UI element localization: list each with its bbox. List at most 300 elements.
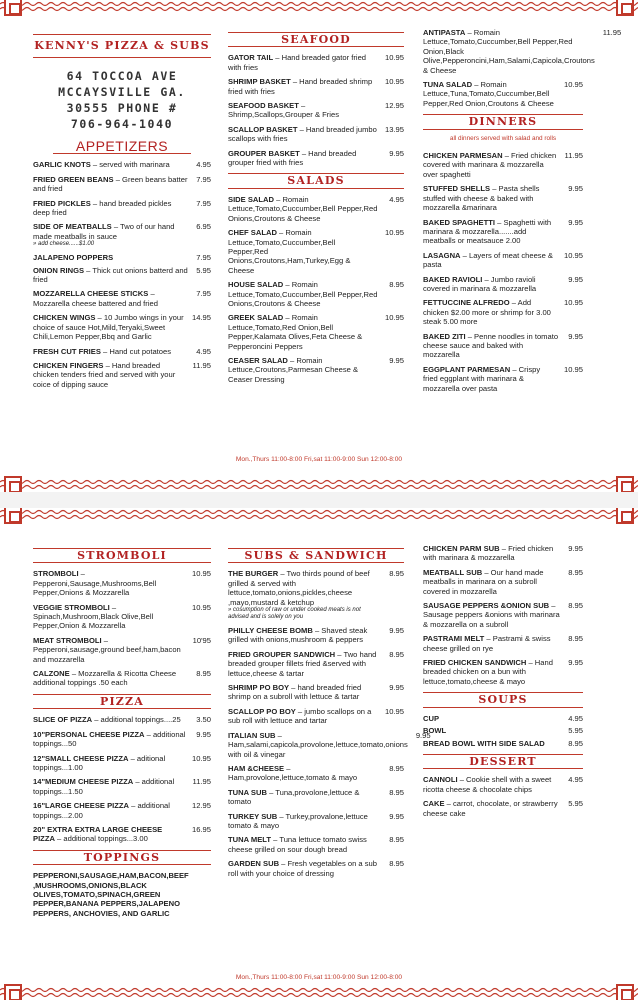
menu-item-price: 10.95 — [384, 706, 404, 716]
menu-item-text — [228, 356, 389, 384]
menu-item — [423, 775, 583, 794]
menu-item-name: FRIED PICKLES — [33, 198, 91, 208]
menu-item-text — [33, 199, 196, 218]
menu-item-name: PHILLY CHEESE BOMB — [228, 626, 313, 636]
menu-item-description: – Pastrami & swiss cheese grilled on rye — [423, 634, 551, 653]
menu-item-price: 4.95 — [196, 346, 211, 356]
menu-item-price: 4.95 — [389, 194, 404, 204]
menu-item-name: 14"MEDIUM CHEESE PIZZA — [33, 777, 134, 787]
menu-item — [228, 228, 404, 275]
menu-item-price: 10.95 — [384, 228, 404, 238]
menu-item-description: – Crispy fried eggplant with marinara & mozzarella over pasta — [423, 364, 541, 393]
menu-item-text — [423, 775, 568, 794]
menu-item-price: 9.95 — [389, 148, 404, 158]
menu-item-description: – Hand breaded chicken tenders fried and served with your coice of dipping sauce — [33, 360, 176, 389]
menu-item-name: JALAPENO POPPERS — [33, 253, 114, 263]
menu-item-text — [423, 184, 568, 212]
menu-item — [423, 332, 583, 360]
restaurant-address — [33, 68, 211, 132]
menu-item-name: BAKED SPAGHETTI — [423, 217, 496, 227]
menu-item-description: – Romain Lettuce,Tomato,Cuccumber,Bell Pepper,Red Onions,Croutons & Cheese — [228, 280, 378, 308]
wave-border-bottom — [0, 478, 638, 492]
menu-item-description: – Spaghetti with marinara & mozzarella.......add meatballs or meatsauce 2.00 — [423, 217, 552, 246]
menu-item-name: 16"LARGE CHEESE PIZZA — [33, 801, 130, 811]
menu-item-description: – Pasta shells stuffed with cheese & baked with mozzarella &marinara — [423, 184, 540, 213]
seafood-list — [228, 53, 404, 167]
section-title-appetizers: APPETIZERS — [33, 140, 211, 156]
menu-item-name: CHICKEN PARMESAN — [423, 151, 503, 161]
menu-item-description: – Mozzarella cheese battered and fried — [33, 289, 158, 308]
menu-item-price: 10.95 — [384, 313, 404, 323]
menu-item — [33, 160, 211, 169]
menu-item-description: – jumbo scallops on a sub roll with lettuce and tartar — [228, 706, 372, 726]
menu-item-text — [423, 714, 568, 723]
menu-item-description: – Pepperoni,sausage,ground beef,ham,bacon and mozzarella — [33, 635, 181, 664]
menu-item-price: 8.95 — [389, 649, 404, 659]
menu-item-text — [228, 859, 389, 878]
menu-item-price: 10.95 — [191, 753, 211, 763]
wave-border-top — [0, 508, 638, 522]
menu-item-text — [228, 650, 389, 678]
menu-item-price: 5.95 — [568, 726, 583, 736]
menu-item-name: GATOR TAIL — [228, 53, 274, 63]
middle-column — [228, 26, 404, 389]
menu-item — [228, 788, 404, 807]
menu-item-text — [228, 53, 385, 72]
menu-item-text — [423, 218, 568, 246]
salads-list — [228, 195, 404, 384]
menu-item-text — [228, 569, 389, 621]
menu-item — [33, 603, 211, 631]
menu-item-description: – additional toppings...3.00 — [54, 834, 148, 844]
menu-item-text — [33, 636, 193, 664]
menu-item-text — [228, 812, 389, 831]
right-column — [423, 544, 583, 823]
menu-item — [33, 777, 211, 796]
menu-item — [228, 707, 404, 726]
menu-item-text — [423, 634, 568, 653]
menu-item-description: – Ham,salami,capicola,provolone,lettuce,tomato,onions with oil & vinegar — [228, 730, 408, 759]
menu-item-description: – aditional toppings...1.00 — [33, 753, 166, 772]
menu-item-name: VEGGIE STROMBOLI — [33, 602, 110, 612]
menu-item-description: – Pepperoni,Sausage,Mushrooms,Bell Pepper,Onions & Mozzarella — [33, 569, 157, 598]
menu-item — [33, 313, 211, 341]
menu-item-text — [33, 603, 192, 631]
menu-item-name: SEAFOOD BASKET — [228, 101, 299, 111]
menu-item-description: – Romain Lettuce,Tomato,Cuccumber,Bell Pepper,Red Onions,Croutons & Cheese — [228, 194, 378, 223]
menu-item-description: – served with marinara — [90, 160, 170, 170]
menu-item-text — [33, 266, 196, 285]
menu-item — [33, 175, 211, 194]
menu-item-price: 11.95 — [192, 777, 211, 787]
menu-item-description: – Spinach,Mushroom,Black Olive,Bell Pepper,Onion & Mozzarella — [33, 602, 154, 631]
left-column — [33, 26, 211, 394]
menu-item-name: CUP — [423, 713, 440, 723]
menu-item — [33, 825, 211, 844]
menu-item-price: 9.95 — [568, 658, 583, 668]
menu-item-price: 10.95 — [384, 77, 404, 87]
pizza-list — [33, 715, 211, 843]
menu-item-text — [423, 544, 568, 563]
menu-item-name: ONION RINGS — [33, 265, 85, 275]
section-title-salads: SALADS — [228, 173, 404, 188]
menu-item-text — [228, 195, 389, 223]
menu-item — [228, 835, 404, 854]
menu-item-description: – carrot, chocolate, or strawberry cheese cake — [423, 799, 558, 818]
menu-item — [228, 812, 404, 831]
menu-item-description: – Cookie shell with a sweet ricotta cheese & chocolate chips — [423, 775, 552, 794]
menu-item-description: – Shrimp,Scallops,Grouper & Fries — [228, 101, 339, 120]
corner-ornament — [616, 984, 634, 1000]
menu-item-price: 9.95 — [568, 184, 583, 194]
menu-item-text — [33, 160, 196, 169]
menu-item-price: 13.95 — [384, 124, 404, 134]
appetizers-list — [33, 160, 211, 389]
menu-item-text — [423, 298, 564, 326]
menu-item-price: 4.95 — [568, 713, 583, 723]
menu-item-text — [423, 28, 603, 75]
menu-item-name: STROMBOLI — [33, 569, 79, 579]
menu-item-description: – Romain Lettuce,Croutons,Parmesan Cheese & Ceaser Dressing — [228, 355, 359, 384]
menu-item-name: CEASER SALAD — [228, 355, 288, 365]
menu-item-note: » cosumption of raw or under cooked meats is not advised and is solely on you — [228, 607, 361, 621]
opening-hours: Mon.,Thurs 11:00-8:00 Fri,sat 11:00-9:00 Sun 12:00-8:00 — [235, 974, 403, 981]
menu-item-name: SCALLOP PO BOY — [228, 706, 296, 716]
menu-item-text — [33, 777, 193, 796]
menu-item-description: – Green beans batter and fried — [33, 174, 188, 194]
menu-item-description: – Shaved steak grilled with onions,mushroom & peppers — [228, 626, 368, 645]
menu-item-name: BREAD BOWL WITH SIDE SALAD — [423, 738, 545, 748]
menu-item-price: 10.95 — [563, 80, 583, 90]
menu-item-name: BAKED ZITI — [423, 331, 466, 341]
menu-item-text — [33, 669, 196, 688]
menu-item-name: CALZONE — [33, 669, 70, 679]
menu-item — [33, 754, 211, 773]
menu-item-name: SCALLOP BASKET — [228, 124, 298, 134]
menu-item-text — [423, 601, 568, 629]
menu-item — [33, 199, 211, 218]
dinners-list — [423, 151, 583, 393]
menu-item-description: – Sausage peppers &onions with marinara & mozzarella on a subroll — [423, 601, 560, 629]
menu-item-price: 9.95 — [196, 729, 211, 739]
menu-item-text — [228, 683, 389, 702]
menu-item — [228, 125, 404, 144]
menu-item-name: SLICE OF PIZZA — [33, 715, 93, 725]
menu-item-price: 9.95 — [568, 331, 583, 341]
menu-item-text — [423, 80, 564, 108]
menu-item-name: BAKED RAVIOLI — [423, 274, 483, 284]
menu-item-price: 8.95 — [389, 859, 404, 869]
menu-item-text — [228, 764, 389, 783]
menu-item-description: – Mozzarella & Ricotta Cheese additional toppings .50 each — [33, 669, 177, 688]
menu-item-note: » add cheese......$1.00 — [33, 241, 95, 248]
menu-item-price: 8.95 — [568, 567, 583, 577]
menu-item-price: 4.95 — [196, 160, 211, 170]
menu-item — [423, 634, 583, 653]
section-title-pizza: PIZZA — [33, 694, 211, 709]
menu-item-description: – Hand breaded chicken on a bun with lettuce,tomato,cheese & mayo — [423, 658, 553, 686]
menu-item-price: 12.95 — [191, 801, 211, 811]
menu-item-price: 6.95 — [196, 222, 211, 232]
section-title-stromboli: STROMBOLI — [33, 548, 211, 563]
menu-item-text — [228, 101, 385, 120]
menu-item-name: CANNOLI — [423, 775, 458, 785]
brand-box — [33, 34, 211, 58]
menu-item — [228, 764, 404, 783]
menu-item-price: 7.95 — [196, 198, 211, 208]
opening-hours: Mon.,Thurs 11:00-8:00 Fri,sat 11:00-9:00 Sun 12:00-8:00 — [235, 456, 403, 463]
menu-item — [33, 222, 211, 248]
menu-item-description: – additional toppings....25 — [92, 715, 181, 725]
menu-item-name: TUNA MELT — [228, 835, 272, 845]
menu-item-price: 10'95 — [192, 635, 211, 645]
menu-item — [33, 569, 211, 597]
menu-item — [228, 149, 404, 168]
menu-item-price: 10.95 — [563, 364, 583, 374]
restaurant-name: KENNY'S PIZZA & SUBS — [34, 39, 210, 52]
menu-item-text — [33, 175, 196, 194]
menu-item — [33, 801, 211, 820]
menu-item-text — [33, 825, 192, 844]
menu-item-description: – Two of our hand made meatballs in sauce — [33, 222, 175, 241]
menu-item-text — [228, 228, 385, 275]
menu-item-description: – Romain Lettuce,Tomato,Red Onion,Bell Pepper,Kalamata Olives,Feta Cheese & Pepperoncini Peppers — [228, 313, 363, 351]
menu-item-description: – Add chicken $2.00 more or shrimp for 3.00 steak 5.00 more — [423, 298, 551, 327]
menu-item — [33, 669, 211, 688]
menu-item-description: – additional toppings...2.00 — [33, 801, 170, 820]
menu-item — [228, 53, 404, 72]
menu-item — [423, 218, 583, 246]
corner-ornament — [4, 508, 22, 524]
menu-item-name: 12"SMALL CHEESE PIZZA — [33, 753, 129, 763]
section-title-seafood: SEAFOOD — [228, 32, 404, 47]
corner-ornament — [616, 508, 634, 524]
menu-item-price: 10.95 — [563, 250, 583, 260]
menu-item-text — [228, 788, 389, 807]
menu-item — [33, 636, 211, 664]
menu-item-text — [33, 801, 192, 820]
corner-ornament — [4, 476, 22, 492]
menu-item — [228, 77, 404, 96]
menu-item — [423, 544, 583, 563]
menu-item-name: FRESH CUT FRIES — [33, 346, 101, 356]
menu-item-price: 11.95 — [564, 151, 583, 161]
menu-item-price: 8.95 — [389, 787, 404, 797]
menu-item — [228, 569, 404, 621]
menu-item-price: 7.95 — [196, 174, 211, 184]
menu-item-name: FRIED GREEN BEANS — [33, 174, 114, 184]
toppings-text: PEPPERONI,SAUSAGE,HAM,BACON,BEEF ,MUSHROOMS,ONIONS,BLACK OLIVES,TOMATO,SPINACH,GREEN PEPPER,BANANA PEPPERS,JALAPENO PEPPERS, ANCHOVIES, AND GARLIC — [33, 871, 189, 918]
menu-item-name: 10"PERSONAL CHEESE PIZZA — [33, 729, 145, 739]
wave-border-top — [0, 0, 638, 14]
menu-item-text — [423, 658, 568, 686]
menu-item-name: FRIED CHICKEN SANDWICH — [423, 658, 527, 668]
menu-item-price: 9.95 — [389, 811, 404, 821]
menu-item-text — [228, 125, 385, 144]
menu-item-description: – Tuna lettuce tomato swiss cheese grilled on sour dough bread — [228, 835, 367, 854]
menu-item-price: 8.95 — [196, 669, 211, 679]
menu-item — [423, 601, 583, 629]
menu-item-name: CAKE — [423, 799, 445, 809]
menu-item-description: – Jumbo ravioli covered in marinara & mozzarella — [423, 274, 537, 293]
menu-item-description: – Hand breaded gator fried with fries — [228, 53, 367, 72]
menu-item-name: LASAGNA — [423, 250, 461, 260]
menu-item-name: ITALIAN SUB — [228, 730, 276, 740]
section-title-dessert: DESSERT — [423, 754, 583, 769]
menu-item — [423, 568, 583, 596]
menu-item-name: HOUSE SALAD — [228, 280, 284, 290]
corner-ornament — [616, 0, 634, 16]
menu-item-price: 10.95 — [191, 602, 211, 612]
menu-item-name: SHRIMP BASKET — [228, 77, 291, 87]
menu-item — [423, 365, 583, 393]
stromboli-list — [33, 569, 211, 687]
menu-item-text — [423, 568, 568, 596]
menu-item-description: – hand breaded pickles deep fried — [33, 198, 172, 218]
menu-item-price: 8.95 — [568, 601, 583, 611]
menu-item-price: 7.95 — [196, 253, 211, 263]
menu-item — [33, 715, 211, 724]
menu-item — [33, 266, 211, 285]
menu-item-price: 3.50 — [196, 715, 211, 725]
menu-item-description: – Hand breaded jumbo scallops with fries — [228, 124, 377, 144]
subs-list-continued — [423, 544, 583, 686]
menu-item-name: TURKEY SUB — [228, 811, 278, 821]
menu-item-text — [228, 707, 385, 726]
left-column — [33, 542, 211, 918]
menu-item-text — [423, 332, 568, 360]
dinners-note: all dinners served with salad and rolls — [449, 134, 557, 142]
menu-item-description: – Ham,provolone,lettuce,tomato & mayo — [228, 763, 358, 783]
menu-item — [33, 253, 211, 262]
menu-item-name: MEATBALL SUB — [423, 567, 483, 577]
menu-item-name: BOWL — [423, 726, 447, 736]
menu-item — [423, 739, 583, 748]
menu-item-description: – 10 Jumbo wings in your choice of sauce Hot,Mild,Teryaki,Sweet Chili,Lemon Pepper,Bbq and Garlic — [33, 313, 184, 342]
menu-item-description: – Romain Lettuce,Tomato,Cuccumber,Bell Pepper,Red Onions,Croutons,Ham,Turkey,Egg & Cheese — [228, 228, 351, 275]
menu-item — [228, 195, 404, 223]
menu-item-text — [228, 731, 416, 759]
menu-item-description: – Two hand breaded grouper fillets fried &served with lettuce,cheese & tartar — [228, 649, 377, 678]
menu-item-price: 9.95 — [389, 683, 404, 693]
menu-item-name: PASTRAMI MELT — [423, 634, 485, 644]
menu-item — [423, 726, 583, 735]
menu-item-text — [33, 289, 196, 308]
menu-item — [228, 650, 404, 678]
menu-item-name: STUFFED SHELLS — [423, 184, 491, 194]
menu-item-price: 8.95 — [568, 738, 583, 748]
menu-item — [228, 280, 404, 308]
menu-item-price: 8.95 — [568, 634, 583, 644]
menu-item-name: CHICKEN WINGS — [33, 313, 96, 323]
menu-item-text — [33, 754, 192, 773]
menu-item-name: GREEK SALAD — [228, 313, 284, 323]
menu-item-text — [33, 569, 192, 597]
right-column — [423, 28, 622, 398]
section-title-soups: SOUPS — [423, 692, 583, 707]
menu-item-description: – Tuna,provolone,lettuce & tomato — [228, 787, 360, 807]
menu-item — [33, 730, 211, 749]
menu-item-name: FETTUCCINE ALFREDO — [423, 298, 510, 308]
menu-item-name: SIDE OF MEATBALLS — [33, 222, 112, 232]
menu-item-text — [423, 251, 564, 270]
menu-item-price: 5.95 — [568, 799, 583, 809]
corner-ornament — [4, 984, 22, 1000]
menu-item — [423, 80, 583, 108]
soups-list — [423, 714, 583, 748]
menu-item-name: TUNA SUB — [228, 787, 267, 797]
menu-item-price: 11.95 — [602, 28, 622, 37]
menu-item-description: – Fried chicken covered with marinara & mozzarella over spaghetti — [423, 151, 557, 179]
menu-item-price: 8.95 — [389, 569, 404, 579]
menu-item — [228, 313, 404, 351]
city: MCCAYSVILLE GA. — [58, 85, 186, 99]
menu-item-text — [228, 77, 385, 96]
menu-item-text — [423, 739, 568, 748]
menu-item-text — [33, 347, 196, 356]
corner-ornament — [616, 476, 634, 492]
menu-item-price: 10.95 — [563, 298, 583, 308]
menu-item-price: 9.95 — [389, 355, 404, 365]
menu-item-name: EGGPLANT PARMESAN — [423, 364, 511, 374]
menu-item-text — [33, 715, 196, 724]
menu-item-name: CHEF SALAD — [228, 228, 277, 238]
menu-item — [423, 799, 583, 818]
corner-ornament — [4, 0, 22, 16]
menu-item-name: GARDEN SUB — [228, 859, 280, 869]
menu-item-text — [33, 361, 193, 389]
menu-item-name: SAUSAGE PEPPERS &ONION SUB — [423, 601, 550, 611]
menu-item-price: 11.95 — [192, 360, 211, 370]
menu-item-description: – Penne noodles in tomato cheese sauce and baked with mozzarella — [423, 331, 559, 360]
menu-item — [33, 289, 211, 308]
menu-item-description: – Layers of meat cheese & pasta — [423, 250, 553, 270]
section-title-toppings: TOPPINGS — [33, 850, 211, 865]
dessert-list — [423, 775, 583, 818]
menu-item — [228, 101, 404, 120]
menu-item-price: 5.95 — [196, 265, 211, 275]
zip-phone: 30555 PHONE # — [66, 101, 178, 115]
menu-item-name: MOZZARELLA CHEESE STICKS — [33, 289, 149, 299]
menu-item-price: 8.95 — [389, 763, 404, 773]
menu-item-description: – Fresh vegetables on a sub roll with your choice of dressing — [228, 859, 377, 878]
menu-page-1 — [0, 0, 638, 492]
menu-item-name: CHICKEN PARM SUB — [423, 544, 500, 553]
menu-item-text — [423, 275, 568, 294]
menu-item — [423, 184, 583, 212]
menu-item — [423, 275, 583, 294]
menu-item — [33, 347, 211, 356]
menu-item-text — [228, 626, 389, 645]
menu-item-description: – Hand breaded grouper fried with fries — [228, 148, 357, 168]
menu-item-text — [33, 313, 192, 341]
menu-item-name: HAM &CHEESE — [228, 763, 285, 773]
menu-item-price: 9.95 — [568, 274, 583, 284]
phone: 706-964-1040 — [70, 117, 174, 131]
menu-item-name: TUNA SALAD — [423, 80, 473, 90]
menu-item-price: 14.95 — [191, 313, 211, 323]
section-title-subs: SUBS & SANDWICH — [228, 548, 404, 563]
middle-column — [228, 542, 431, 883]
menu-item-price: 10.95 — [384, 53, 404, 63]
menu-item-text — [423, 365, 564, 393]
menu-item-text — [228, 280, 389, 308]
menu-item-description: – additional toppings...50 — [33, 729, 186, 749]
menu-item-name: GROUPER BASKET — [228, 148, 300, 158]
menu-item-name: SHRIMP PO BOY — [228, 683, 290, 693]
menu-item-description: – hand breaded fried shrimp on a subroll with lettuce & tartar — [228, 683, 362, 702]
menu-item — [423, 151, 583, 179]
